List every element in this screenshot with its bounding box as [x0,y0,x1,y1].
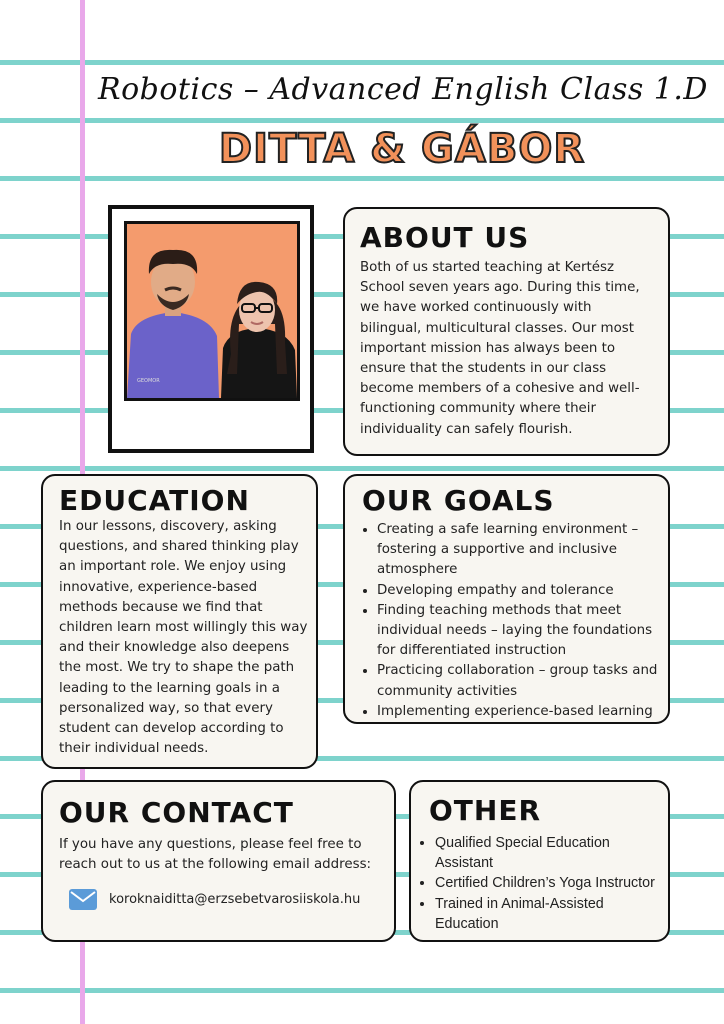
teachers-photo [124,221,300,401]
list-item: • Implementing experience-based learning [377,702,662,722]
list-item: • Certified Children’s Yoga Instructor [435,873,662,893]
contact-title: OUR CONTACT [59,796,294,829]
education-title: EDUCATION [59,484,250,517]
contact-card [41,780,396,942]
other-card [409,780,670,942]
teachers-illustration [127,224,297,398]
list-item: • Creating a safe learning environment – fostering a supportive and inclusive atmosphere [377,520,662,581]
goals-list [345,520,662,722]
shirt-logo: GEOMOR [137,378,160,384]
ruled-line [0,466,724,471]
mail-icon [69,889,97,910]
about-card [343,207,670,456]
goals-card [343,474,670,724]
other-list [411,833,662,934]
ruled-line [0,988,724,993]
ruled-line [0,118,724,123]
about-text: Both of us started teaching at Kertész School seven years ago. During this time, we have worked continuously with bilingual, multicultural classes. Our most important mission has always been to ensure that the students in our class become members of a cohesive and well-functioning community where their individuality can safely flourish. [360,260,640,437]
email-link[interactable]: koroknaiditta@erzsebetvarosiiskola.hu [109,892,361,908]
polaroid-frame [108,205,314,453]
ruled-line [0,176,724,181]
about-title: ABOUT US [360,221,530,254]
goals-title: OUR GOALS [362,484,555,517]
contact-text: If you have any questions, please feel free to reach out to us at the following email address: [59,837,372,873]
education-card [41,474,318,769]
list-item: • Finding teaching methods that meet individual needs – laying the foundations for differentiated instruction [377,601,662,662]
list-item: • Qualified Special Education Assistant [435,833,662,873]
list-item: • Trained in Animal-Assisted Education [435,894,662,934]
page-title: DITTA & GÁBOR [218,126,586,172]
ruled-line [0,60,724,65]
email-row[interactable] [59,889,384,910]
page-subtitle: Robotics – Advanced English Class 1.D [98,72,708,107]
list-item: • Developing empathy and tolerance [377,581,662,601]
list-item: • Practicing collaboration – group tasks and community activities [377,661,662,701]
other-title: OTHER [429,794,542,827]
education-text: In our lessons, discovery, asking questions, and shared thinking play an important role. We enjoy using innovative, experience-based methods because we find that children learn most willingly this way and their knowledge also deepens the most. We try to shape the path leading to the learning goals in a personalized way, so that every student can develop according to their individual needs. [59,519,308,757]
